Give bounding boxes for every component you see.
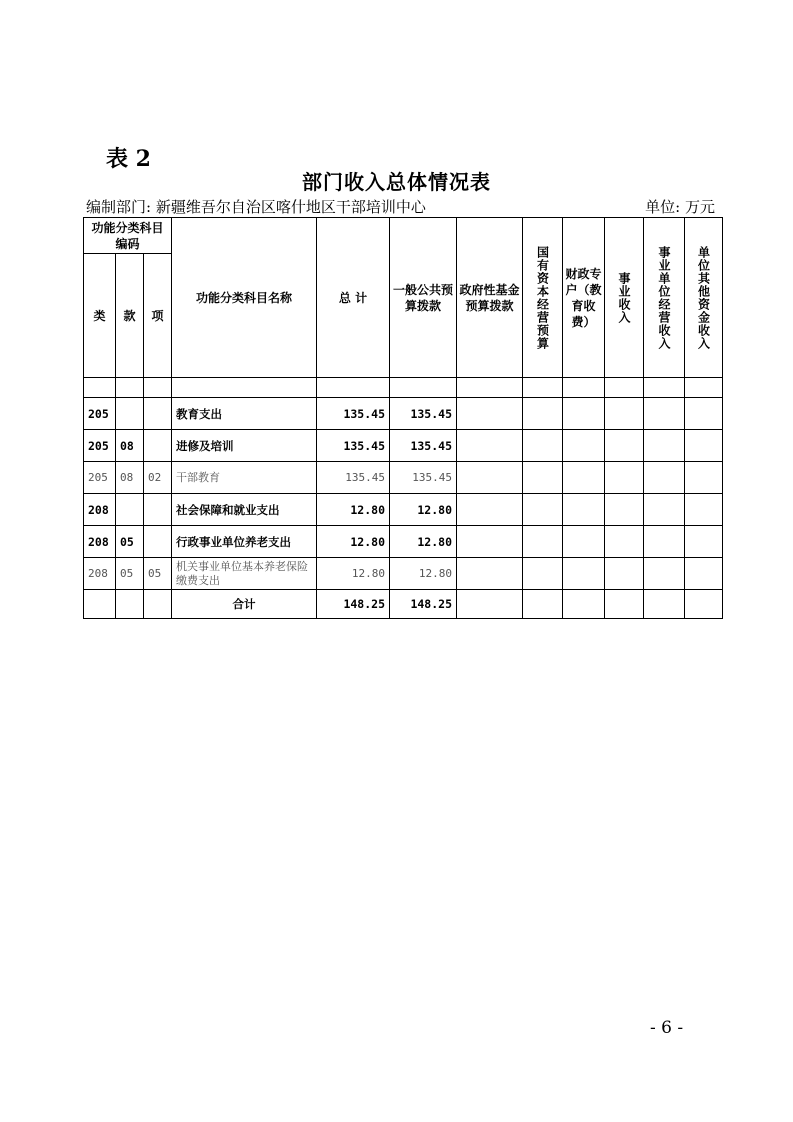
cell-xiang: 05 [144,558,172,590]
header-other-income: 单位其他资金收入 [696,245,711,350]
empty-cell [644,430,685,462]
cell-lei: 208 [84,558,116,590]
empty-cell [685,590,723,619]
cell-kuan: 05 [116,526,144,558]
cell-kuan: 05 [116,558,144,590]
unit-label: 单位: 万元 [645,198,715,216]
empty-cell [116,590,144,619]
spacer-row [84,378,723,398]
cell-name: 干部教育 [172,462,317,494]
empty-cell [605,558,644,590]
empty-cell [457,430,523,462]
empty-cell [605,590,644,619]
cell-kuan: 08 [116,462,144,494]
empty-cell [563,494,605,526]
empty-cell [563,462,605,494]
empty-cell [605,398,644,430]
empty-cell [144,590,172,619]
header-operating-income: 事业单位经营收入 [657,245,671,350]
total-row [84,590,723,619]
cell-name: 教育支出 [172,398,317,430]
cell-kuan [116,494,144,526]
empty-cell [685,462,723,494]
cell-name: 进修及培训 [172,430,317,462]
cell-xiang: 02 [144,462,172,494]
cell-general: 135.45 [390,462,457,494]
header-xiang: 项 [144,254,172,378]
empty-cell [685,398,723,430]
empty-cell [685,430,723,462]
empty-cell [457,462,523,494]
cell-name: 机关事业单位基本养老保险缴费支出 [172,558,317,590]
empty-cell [644,526,685,558]
table-row [84,494,723,526]
empty-cell [644,462,685,494]
empty-cell [563,430,605,462]
empty-cell [605,430,644,462]
empty-cell [457,558,523,590]
cell-kuan [116,398,144,430]
empty-cell [685,558,723,590]
page-number: - 6 - [650,1018,684,1038]
header-fiscal-special: 财政专户（教育收费） [563,218,605,378]
cell-xiang [144,494,172,526]
cell-name: 社会保障和就业支出 [172,494,317,526]
header-lei: 类 [84,254,116,378]
cell-lei: 205 [84,430,116,462]
cell-total: 135.45 [317,462,390,494]
total-general: 148.25 [390,590,457,619]
cell-lei: 208 [84,526,116,558]
cell-name: 行政事业单位养老支出 [172,526,317,558]
header-name: 功能分类科目名称 [172,218,317,378]
header-total: 总 计 [317,218,390,378]
income-table [83,217,723,619]
cell-xiang [144,398,172,430]
cell-total: 135.45 [317,430,390,462]
empty-cell [523,558,563,590]
empty-cell [685,494,723,526]
empty-cell [457,526,523,558]
header-gov-fund: 政府性基金预算拨款 [457,218,523,378]
cell-xiang [144,526,172,558]
empty-cell [644,558,685,590]
total-label: 合计 [172,590,317,619]
cell-kuan: 08 [116,430,144,462]
page-title: 部门收入总体情况表 [302,170,491,194]
empty-cell [523,590,563,619]
cell-lei: 205 [84,462,116,494]
cell-general: 12.80 [390,526,457,558]
table-label: 表 2 [106,146,151,172]
empty-cell [644,398,685,430]
cell-lei: 208 [84,494,116,526]
empty-cell [644,590,685,619]
header-state-capital: 国有资本经营预算 [535,245,550,350]
empty-cell [563,398,605,430]
table-row [84,462,723,494]
empty-cell [457,590,523,619]
cell-general: 135.45 [390,398,457,430]
header-kuan: 款 [116,254,144,378]
cell-total: 12.80 [317,494,390,526]
cell-total: 12.80 [317,526,390,558]
total-total: 148.25 [317,590,390,619]
cell-general: 12.80 [390,558,457,590]
header-general: 一般公共预算拨款 [390,218,457,378]
cell-xiang [144,430,172,462]
table-row [84,558,723,590]
empty-cell [523,494,563,526]
cell-total: 12.80 [317,558,390,590]
empty-cell [605,494,644,526]
empty-cell [523,526,563,558]
table-row [84,398,723,430]
empty-cell [644,494,685,526]
empty-cell [457,494,523,526]
table-row [84,430,723,462]
cell-lei: 205 [84,398,116,430]
table-row [84,526,723,558]
empty-cell [523,462,563,494]
empty-cell [523,398,563,430]
empty-cell [563,526,605,558]
empty-cell [685,526,723,558]
empty-cell [457,398,523,430]
header-code-group: 功能分类科目编码 [84,218,172,254]
header-business-income: 事业收入 [617,271,631,324]
department-label: 编制部门: 新疆维吾尔自治区喀什地区干部培训中心 [86,198,426,216]
cell-general: 135.45 [390,430,457,462]
empty-cell [605,526,644,558]
empty-cell [563,590,605,619]
empty-cell [84,590,116,619]
empty-cell [605,462,644,494]
empty-cell [563,558,605,590]
cell-general: 12.80 [390,494,457,526]
cell-total: 135.45 [317,398,390,430]
empty-cell [523,430,563,462]
